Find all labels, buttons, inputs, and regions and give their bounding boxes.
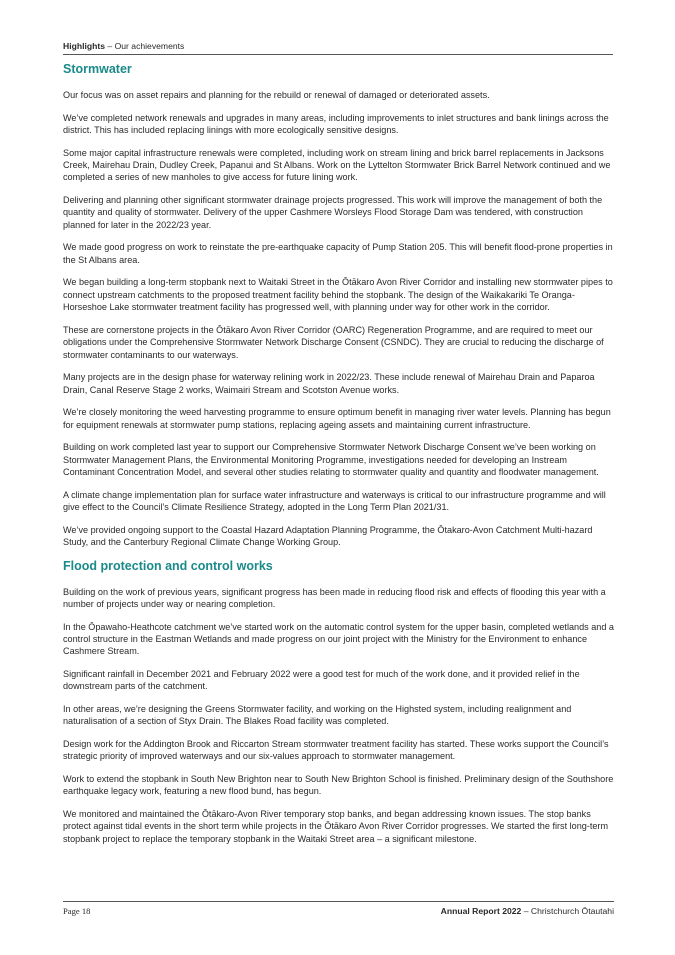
stormwater-paragraph: We’ve completed network renewals and upgrades in many areas, including improvements to inlet structures and bank linings across the district. This has included replacing linings with more ecologically sensitive designs. <box>63 112 609 135</box>
header-separator: – <box>105 41 115 51</box>
report-name: Annual Report 2022 <box>440 906 522 916</box>
flood-heading: Flood protection and control works <box>63 558 273 573</box>
page-footer <box>63 901 614 916</box>
stormwater-paragraph: Our focus was on asset repairs and planning for the rebuild or renewal of damaged or deteriorated assets. <box>63 90 490 100</box>
stormwater-paragraph: A climate change implementation plan for surface water infrastructure and waterways is critical to our infrastructure programme and will give effect to the Council’s Climate Resilience Strategy, adopted in the Long Term Plan 2021/31. <box>63 489 606 513</box>
stormwater-paragraph: Building on work completed last year to support our Comprehensive Stormwater Network Discharge Consent we’ve been working on Stormwater Management Plans, the Environmental Monitoring Programme, investigations needed for developing an Instream Contaminant Concentration Model, and several other studies relating to stormwater quality and quantity and floodwater management. <box>63 442 599 478</box>
stormwater-paragraph: We began building a long-term stopbank next to Waitaki Street in the Ōtākaro Avon River Corridor and installing new stormwater pipes to connect upstream catchments to the proposed treatment facility behind the stopbank. The design of the Waikakariki Te Oranga-Horseshoe Lake stormwater treatment facility has progressed well, with planning under way for other work in the corridor. <box>63 277 613 313</box>
stormwater-paragraph: We made good progress on work to reinstate the pre-earthquake capacity of Pump Station 205. This will benefit flood-prone properties in the St Albans area. <box>63 242 613 265</box>
flood-paragraph: We monitored and maintained the Ōtākaro-Avon River temporary stop banks, and began addressing known issues. The stop banks protect against tidal events in the short term while projects in the Ōtākaro Avon River Corridor progresses. We started the first long-term stopbank project to replace the temporary stopbank in the Waitaki Street area – a significant milestone. <box>63 809 609 844</box>
main-content <box>63 62 614 855</box>
flood-paragraph: Work to extend the stopbank in South New Brighton near to South New Brighton School is finished. Preliminary design of the Southshore earthquake legacy work, featuring a new flood bund, has begun. <box>63 774 614 797</box>
header-subsection: Our achievements <box>114 41 185 51</box>
page-number: Page 18 <box>63 906 91 916</box>
stormwater-heading: Stormwater <box>63 62 132 76</box>
city-name: Christchurch Ōtautahi <box>530 906 614 916</box>
header-section: Highlights <box>63 41 106 51</box>
stormwater-paragraph: Delivering and planning other significant stormwater drainage projects progressed. This work will improve the management of both the quantity and quality of stormwater. Delivery of the upper Cashmere Worsleys Flood Storage Dam was tendered, with construction planned for later in the 2022/23 year. <box>63 195 603 230</box>
footer-separator: – <box>521 906 531 916</box>
page-header <box>63 41 613 55</box>
flood-paragraph: Significant rainfall in December 2021 and February 2022 were a good test for much of the work done, and it provided relief in the downstream parts of the catchment. <box>63 669 580 692</box>
stormwater-paragraph: These are cornerstone projects in the Ōtākaro Avon River Corridor (OARC) Regeneration Programme, and are required to meet our obligations under the Comprehensive Stormwater Network Discharge Consent (CSNDC). They are crucial to reducing the discharge of stormwater contaminants to our waterways. <box>63 324 604 360</box>
flood-paragraph: In the Ōpawaho-Heathcote catchment we’ve started work on the automatic control system for the upper basin, completed wetlands and a control structure in the Eastman Wetlands and made progress on our joint project with the Ministry for the Environment to enhance Cashmere Stream. <box>63 621 614 657</box>
footer-report-title <box>441 906 614 916</box>
flood-paragraph: Building on the work of previous years, significant progress has been made in reducing flood risk and effects of flooding this year with a number of projects under way or nearing completion. <box>63 586 606 610</box>
flood-paragraph: Design work for the Addington Brook and Riccarton Stream stormwater treatment facility has started. These works support the Council’s strategic priority of improved waterways and our six-values approach to stormwater management. <box>63 739 609 762</box>
stormwater-paragraph: Many projects are in the design phase for waterway relining work in 2022/23. These include renewal of Mairehau Drain and Paparoa Drain, Canal Reserve Stage 2 works, Waimairi Stream and Scotston Avenue works. <box>63 372 595 395</box>
stormwater-paragraph: We’re closely monitoring the weed harvesting programme to ensure optimum benefit in managing river water levels. Planning has begun for equipment renewals at stormwater pump stations, replacing ageing assets and maintaining current infrastructure. <box>63 407 611 430</box>
stormwater-paragraph: Some major capital infrastructure renewals were completed, including work on stream lining and brick barrel replacements in Jacksons Creek, Mairehau Drain, Dudley Creek, Papanui and St Albans. Work on the Lyttelton Stormwater Brick Barrel Network continued and we completed a series of new manholes to give access for future lining work. <box>63 147 611 183</box>
flood-paragraph: In other areas, we’re designing the Greens Stormwater facility, and working on the Highsted system, including realignment and naturalisation of a section of Styx Drain. The Blakes Road facility was completed. <box>63 704 572 727</box>
stormwater-paragraph: We’ve provided ongoing support to the Coastal Hazard Adaptation Planning Programme, the Ōtakaro-Avon Catchment Multi-hazard Study, and the Canterbury Regional Climate Change Working Group. <box>63 524 593 548</box>
